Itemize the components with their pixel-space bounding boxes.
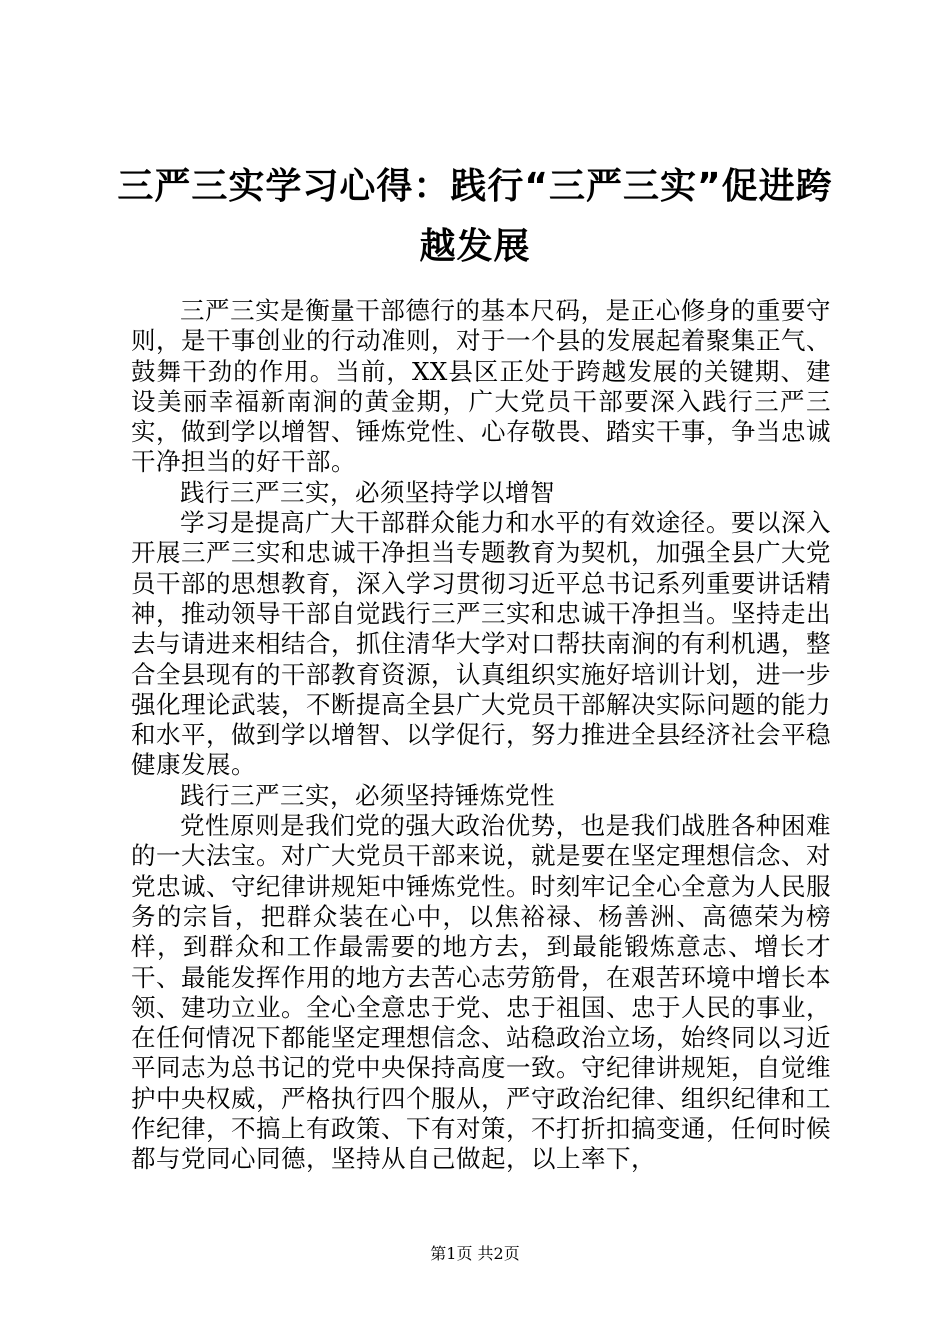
document-title: 三严三实学习心得：践行“三严三实”促进跨越发展	[117, 166, 833, 267]
paragraph-intro: 三严三实是衡量干部德行的基本尺码，是正心修身的重要守则，是干事创业的行动准则，对于一个县的发展起着聚集正气、鼓舞干劲的作用。当前，XX县区正处于跨越发展的关键期、建设美丽幸福新南涧的黄金期，广大党员干部要深入践行三严三实，做到学以增智、锤炼党性、心存敬畏、踏实干事，争当忠诚干净担当的好干部。	[131, 296, 831, 477]
paragraph-party-spirit: 党性原则是我们党的强大政治优势，也是我们战胜各种困难的一大法宝。对广大党员干部来说，就是要在坚定理想信念、对党忠诚、守纪律讲规矩中锤炼党性。时刻牢记全心全意为人民服务的宗旨，把群众装在心中，以焦裕禄、杨善洲、高德荣为榜样，到群众和工作最需要的地方去，到最能锻炼意志、增长才干、最能发挥作用的地方去苦心志劳筋骨，在艰苦环境中增长本领、建功立业。全心全意忠于党、忠于祖国、忠于人民的事业，在任何情况下都能坚定理想信念、站稳政治立场，始终同以习近平同志为总书记的党中央保持高度一致。守纪律讲规矩，自觉维护中央权威，严格执行四个服从，严守政治纪律、组织纪律和工作纪律，不搞上有政策、下有对策，不打折扣搞变通，任何时候都与党同心同德，坚持从自己做起，以上率下，	[131, 811, 831, 1174]
document-body	[131, 296, 831, 1175]
section-heading-party-spirit: 践行三严三实，必须坚持锤炼党性	[180, 780, 555, 810]
page-number-footer: 第1页 共2页	[430, 1244, 520, 1263]
section-heading-study: 践行三严三实，必须坚持学以增智	[180, 477, 555, 507]
paragraph-study: 学习是提高广大干部群众能力和水平的有效途径。要以深入开展三严三实和忠诚干净担当专题教育为契机，加强全县广大党员干部的思想教育，深入学习贯彻习近平总书记系列重要讲话精神，推动领导干部自觉践行三严三实和忠诚干净担当。坚持走出去与请进来相结合，抓住清华大学对口帮扶南涧的有利机遇，整合全县现有的干部教育资源，认真组织实施好培训计划，进一步强化理论武装，不断提高全县广大党员干部解决实际问题的能力和水平，做到学以增智、以学促行，努力推进全县经济社会平稳健康发展。	[131, 508, 831, 780]
